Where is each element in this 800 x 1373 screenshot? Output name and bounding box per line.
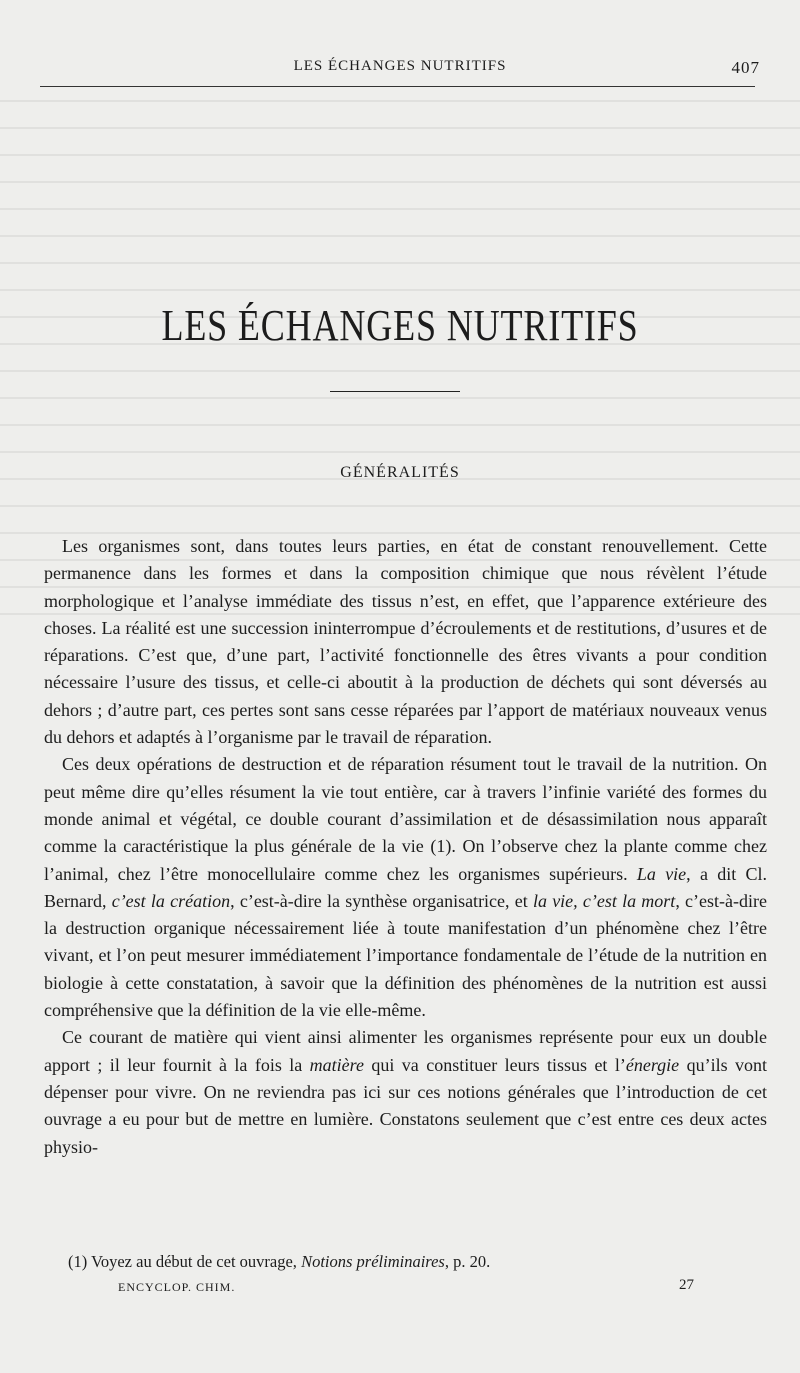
text-run: , a dit Cl. Bernard,	[44, 863, 767, 911]
title-rule	[330, 391, 460, 392]
italic-run: la vie, c’est la mort	[532, 890, 676, 911]
italic-run: La vie	[636, 863, 687, 884]
text-run: , c’est-à-dire la destruction organique nécessairement liée à toute manifestation d’un phénomène chez l’être vivant, et l’on peut mesurer immédiatement l’importance fondamentale de l’étude de la nutrition en biologie à cette constatation, à savoir que la définition des phénomènes de la nutrition est aussi compréhensive que la définition de la vie elle-même.	[44, 890, 767, 1021]
italic-run: matière	[309, 1054, 364, 1075]
italic-run: c’est la création	[111, 890, 231, 911]
chapter-title: LES ÉCHANGES NUTRITIFS	[161, 301, 639, 350]
paragraph-2	[44, 751, 767, 1024]
body-text	[44, 533, 767, 1161]
signature-mark: ENCYCLOP. CHIM.	[118, 1280, 236, 1294]
running-title: LES ÉCHANGES NUTRITIFS	[293, 58, 507, 74]
text-run: Ces deux opérations de destruction et de réparation résument tout le travail de la nutrition. On peut même dire qu’elles résument la vie tout entière, car à travers l’infinie variété des formes du monde animal et végétal, ce double courant d’assimilation et de désassimilation nous apparaît comme la caractéristique la plus générale de la vie (1). On l’observe chez la plante comme chez l’animal, chez l’être monocellulaire comme chez les organismes supérieurs.	[44, 754, 767, 884]
text-run: Ce courant de matière qui vient ainsi alimenter les organismes représente pour eux un double apport ; il leur fournit à la fois la	[44, 1027, 767, 1075]
text-run: qu’ils vont dépenser pour vivre. On ne reviendra pas ici sur ces notions générales que l’introduction de cet ouvrage a eu pour but de mettre en lumière. Constatons seulement que c’est entre ces deux actes physio-	[44, 1054, 767, 1157]
page-number: 407	[731, 58, 760, 77]
section-title: GÉNÉRALITÉS	[340, 464, 460, 481]
text-run: (1) Voyez au début de cet ouvrage,	[68, 1252, 302, 1271]
text-run: qui va constituer leurs tissus et l’	[363, 1054, 626, 1075]
text-run: , c’est-à-dire la synthèse organisatrice, et	[230, 890, 533, 911]
signature-number: 27	[679, 1277, 694, 1293]
footnote	[68, 1252, 768, 1272]
paragraph-1: Les organismes sont, dans toutes leurs parties, en état de constant renouvellement. Cette permanence dans les formes et dans la composition chimique que nous révèlent l’étude morphologique et l’analyse immédiate des tissus n’est, en effet, que l’apparence extérieure des choses. La réalité est une succession ininterrompue d’écroulements et de restitutions, d’usures et de réparations. C’est que, d’une part, l’activité fonctionnelle des êtres vivants a pour condition nécessaire l’usure des tissus, et celle-ci aboutit à la production de déchets qui sont déversés au dehors ; d’autre part, ces pertes sont sans cesse réparées par l’apport de matériaux nouveaux venus du dehors et adaptés à l’organisme par le travail de réparation.	[44, 536, 767, 748]
text-run: , p. 20.	[444, 1252, 491, 1271]
italic-run: Notions préliminaires	[301, 1252, 445, 1271]
italic-run: énergie	[625, 1054, 680, 1075]
paragraph-3	[44, 1024, 767, 1160]
header-rule	[40, 86, 755, 87]
